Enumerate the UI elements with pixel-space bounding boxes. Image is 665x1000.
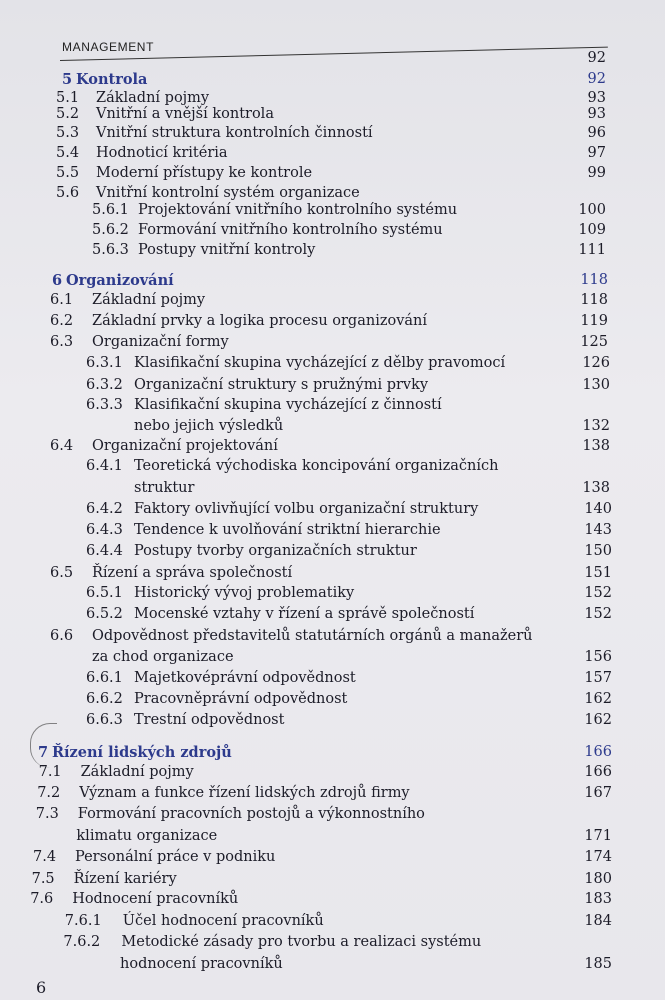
entry-title: Klasifikační skupina vycházející z činností [134,397,442,413]
entry-title: Vnitřní kontrolní systém organizace [96,185,360,201]
entry-page: 152 [584,585,612,601]
entry-page: 162 [584,691,612,707]
entry-title: Kontrola [76,71,148,88]
entry-number: 6.4 [50,438,74,454]
entry-page: 126 [582,355,610,371]
entry-page: 171 [584,828,612,844]
entry-title: Význam a funkce řízení lidských zdrojů firmy [79,785,410,801]
entry-page: 151 [584,565,612,581]
entry-title: Faktory ovlivňující volbu organizační struktury [134,501,479,517]
entry-page: 162 [584,712,612,728]
entry-number: 6.5.2 [86,606,123,622]
entry-number: 7.6 [30,891,54,907]
entry-number: 7.6.1 [64,913,102,929]
entry-title: Personální práce v podniku [75,849,276,865]
entry-number: 5 [62,71,73,88]
entry-page: 183 [584,891,612,907]
entry-page: 109 [578,222,606,238]
entry-title: Tendence k uvolňování striktní hierarchie [134,522,441,538]
entry-title: struktur [134,480,195,496]
entry-number: 6.2 [50,313,74,329]
entry-title: Postupy tvorby organizačních struktur [134,543,417,559]
entry-title: Pracovněprávní odpovědnost [134,691,348,707]
entry-number: 5.3 [56,125,80,141]
entry-title: hodnocení pracovníků [120,956,283,972]
entry-number: 7.2 [37,785,61,801]
entry-number: 5.6.1 [92,202,129,218]
entry-title: Organizační struktury s pružnými prvky [134,377,429,393]
entry-number: 6.4.2 [86,501,123,517]
entry-title: Základní prvky a logika procesu organizování [92,313,428,329]
entry-number: 5.6.2 [92,222,129,238]
entry-page: 92 [587,71,606,87]
entry-title: Teoretická východiska koncipování organizačních [134,458,499,474]
entry-number: 7.6.2 [63,934,101,950]
entry-number: 6.5.1 [86,585,123,601]
entry-number: 5.6 [56,185,80,201]
entry-number: 6.4.4 [86,543,123,559]
entry-number: 5.2 [56,106,80,122]
entry-number: 6.6.3 [86,712,123,728]
entry-title: Vnitřní struktura kontrolních činností [96,125,373,141]
entry-number: 5.5 [56,165,80,181]
entry-page: 96 [587,125,606,141]
entry-page: 100 [578,202,606,218]
entry-title: Historický vývoj problematiky [134,585,355,601]
entry-page: 180 [584,871,612,887]
entry-page: 138 [582,480,610,496]
entry-page: 185 [584,956,612,972]
entry-number: 6.6.1 [86,670,123,686]
entry-page: 143 [584,522,612,538]
entry-number: 5.6.3 [92,242,129,258]
entry-title: Klasifikační skupina vycházející z dělby pravomocí [134,355,506,371]
entry-number: 6.4.1 [86,458,123,474]
entry-title: Formování vnitřního kontrolního systému [138,222,443,238]
entry-number: 6.4.3 [86,522,123,538]
entry-number: 6.6 [50,628,74,644]
entry-title: za chod organizace [92,649,234,665]
entry-title: Formování pracovních postojů a výkonnostního [77,806,425,822]
entry-page: 130 [582,377,610,393]
entry-page: 118 [580,292,608,308]
entry-page: 97 [587,145,606,161]
entry-page: 125 [580,334,608,350]
entry-page: 174 [584,849,612,865]
entry-title: klimatu organizace [76,828,218,844]
entry-title: Základní pojmy [96,90,210,106]
entry-title: Vnitřní a vnější kontrola [96,106,274,122]
entry-title: Trestní odpovědnost [134,712,285,728]
entry-title: Řízení kariéry [73,871,177,887]
entry-number: 5.4 [56,145,80,161]
entry-page: 167 [584,785,612,801]
entry-number: 6.1 [50,292,74,308]
entry-title: Projektování vnitřního kontrolního systému [138,202,458,218]
entry-number: 6.6.2 [86,691,123,707]
entry-title: Moderní přístupy ke kontrole [96,165,313,181]
entry-page: 132 [582,418,610,434]
show-through-text [368,146,662,855]
entry-number: 7 [38,744,49,761]
entry-title: Hodnocení pracovníků [72,891,239,907]
entry-title: Metodické zásady pro tvorbu a realizaci systému [121,934,482,950]
entry-page: 93 [587,90,606,106]
entry-title: Organizační formy [92,334,229,350]
entry-page: 150 [584,543,612,559]
entry-title: Základní pojmy [80,764,194,780]
entry-page: 111 [578,242,606,258]
entry-page: 157 [584,670,612,686]
entry-page: 166 [584,744,612,760]
entry-page: 184 [584,913,612,929]
entry-page: 93 [587,106,606,122]
running-head: MANAGEMENT [62,40,155,54]
entry-title: nebo jejich výsledků [134,418,284,434]
entry-page: 119 [580,313,608,329]
entry-title: Organizační projektování [92,438,278,454]
entry-title: Majetkovéprávní odpovědnost [134,670,356,686]
entry-title: Řízení a správa společností [92,565,293,581]
entry-title: Účel hodnocení pracovníků [122,913,324,929]
entry-number: 7.4 [33,849,57,865]
entry-page: 99 [587,165,606,181]
entry-page: 156 [584,649,612,665]
entry-page: 138 [582,438,610,454]
page-number: 6 [36,978,47,997]
entry-page: 152 [584,606,612,622]
entry-number: 6.3.1 [86,355,123,371]
entry-number: 6.3.3 [86,397,123,413]
entry-number: 6.3 [50,334,74,350]
entry-title: Odpovědnost představitelů statutárních orgánů a manažerů [92,628,533,644]
top-page-number: 92 [587,50,606,66]
entry-title: Postupy vnitřní kontroly [138,242,316,258]
entry-number: 7.3 [35,806,59,822]
entry-page: 118 [580,272,608,288]
entry-number: 6.5 [50,565,74,581]
entry-title: Organizování [66,272,174,289]
entry-number: 7.1 [38,764,62,780]
entry-number: 6.3.2 [86,377,123,393]
entry-title: Základní pojmy [92,292,206,308]
entry-title: Mocenské vztahy v řízení a správě společností [134,606,475,622]
entry-number: 6 [52,272,63,289]
entry-page: 140 [584,501,612,517]
entry-number: 5.1 [56,90,80,106]
entry-title: Řízení lidských zdrojů [52,744,232,761]
entry-title: Hodnoticí kritéria [96,145,228,161]
entry-number: 7.5 [31,871,55,887]
entry-page: 166 [584,764,612,780]
